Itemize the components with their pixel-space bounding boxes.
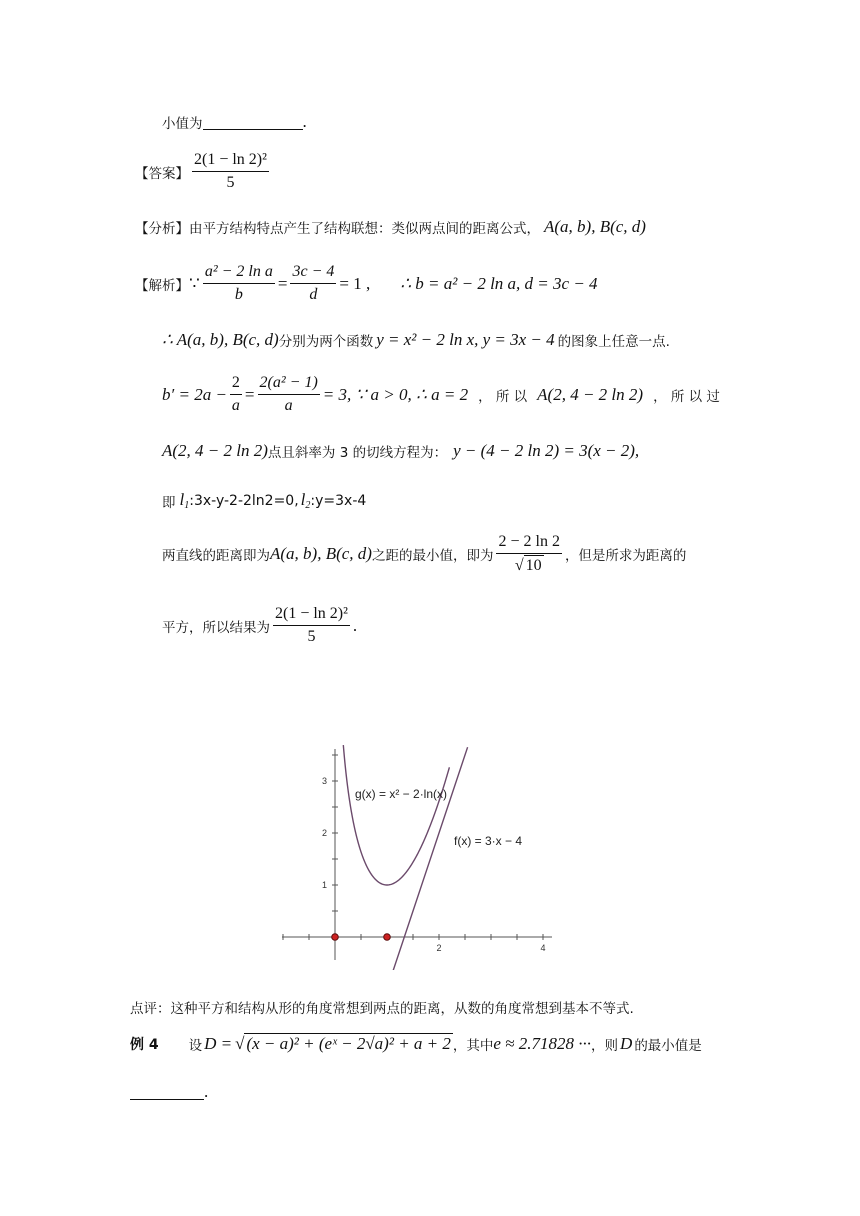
derivative-line: b′ = 2a − $\frac{2}{a}$ = $\frac{\text{2(a² − 1)}}{a}$ = 3, ∵ a > 0, ∴ a = 2 ， 所 以 A(2, 4 − 2 ln 2) ， 所 以 过 (162, 374, 720, 414)
answer-blank (203, 115, 303, 130)
l1-letter: l (179, 490, 185, 509)
dist-num: 2 − 2 ln 2 (496, 532, 561, 554)
point-a-coords: A(2, 4 − 2 ln 2) (537, 384, 644, 404)
analysis-line (135, 217, 646, 237)
derivative-lhs: b′ = 2a − (162, 384, 227, 404)
line-equations (162, 490, 366, 511)
dist-text-1: 两直线的距离即为 (162, 548, 270, 564)
function-graph (280, 745, 565, 970)
deriv-f1-den: a (231, 397, 240, 414)
highlight-point (332, 934, 339, 941)
example-4-line (130, 1033, 702, 1054)
fraction-1 (203, 262, 275, 305)
fraction-2-num: 3c − 4 (290, 262, 336, 284)
l1-equation: :3x-y-2-2ln2=0, (189, 492, 299, 509)
d-var: D (620, 1033, 633, 1053)
result-den: 5 (307, 628, 316, 645)
axis-ticks (283, 755, 546, 953)
fraction-2 (290, 262, 336, 305)
solution-line-1: 【解析】 ∵ $\frac{\text{a² − 2 ln a}}{b}$ = $\frac{3c - 4}{d}$ = 1 , ∴ b = a² − 2 ln a, d = 3c − 4 (135, 263, 598, 303)
l2-equation: :y=3x-4 (310, 492, 367, 509)
comment-text: 点评：这种平方和结构从形的角度常想到两点的距离，从数的角度常想到基本不等式. (130, 1001, 634, 1017)
min-value-text: 小值为 (162, 116, 203, 132)
dist-points: A(a, b), B(c, d) (270, 544, 372, 563)
period: . (302, 112, 307, 131)
answer-label: 【答案】 (135, 165, 189, 182)
result-text: 平方，所以结果为 (162, 619, 270, 636)
y-tick-label: 2 (321, 828, 327, 838)
so-text-1: ， 所 以 (478, 388, 528, 405)
so-text-2: ， 所 以 过 (653, 388, 720, 405)
therefore-relation: ∴ b = a² − 2 ln a, d = 3c − 4 (400, 273, 598, 293)
distance-line (162, 532, 686, 576)
radicand: (x − a)² + (eˣ − 2√a)² + a + 2 (246, 1034, 451, 1053)
derivative-frac-2 (258, 373, 320, 416)
answer-fraction (192, 150, 269, 193)
distance-fraction (496, 532, 561, 576)
y-tick-label: 1 (321, 880, 327, 890)
curve-g (343, 745, 449, 885)
x-tick-label: 2 (436, 943, 442, 953)
example-4-radical: √ (x − a)² + (eˣ − 2√a)² + a + 2 (235, 1034, 451, 1053)
l2-sub: 2 (305, 500, 311, 511)
deriv-f2-num: 2(a² − 1) (258, 373, 320, 395)
l2-symbol (301, 490, 311, 511)
solution-label: 【解析】 (135, 277, 189, 294)
l1-symbol (180, 490, 190, 511)
l2-letter: l (300, 490, 306, 509)
e-approx: e ≈ 2.71828 ··· (493, 1033, 592, 1053)
result-num: 2(1 − ln 2)² (273, 604, 350, 626)
equals-one: = 1 , (339, 273, 371, 293)
deriv-f2-den: a (284, 397, 293, 414)
tangent-line (162, 441, 639, 461)
deriv-f1-num: 2 (230, 373, 242, 395)
dist-den: √ 10 (514, 557, 542, 574)
derivative-rhs: = 3, ∵ a > 0, ∴ a = 2 (322, 384, 469, 404)
example-4-tail2: 的最小值是 (634, 1037, 702, 1054)
analysis-points: A(a, b), B(c, d) (544, 217, 646, 236)
example-4-intro: 设 (188, 1037, 203, 1054)
derivative-frac-1 (230, 373, 242, 416)
answer-line (135, 150, 272, 193)
example-4-blank (130, 1085, 204, 1100)
fraction-1-den: b (234, 286, 243, 303)
dist-text-3: ，但是所求为距离的 (564, 548, 687, 564)
answer-numerator: 2(1 − ln 2)² (192, 150, 269, 172)
l1-sub: 1 (184, 500, 190, 511)
highlight-point (384, 934, 391, 941)
solution-line-2 (162, 330, 670, 350)
answer-denominator: 5 (226, 174, 235, 191)
example-4-tail: ，则 (591, 1037, 619, 1054)
d-equals: D = (204, 1033, 233, 1053)
analysis-label: 【分析】 (135, 221, 189, 237)
tangent-point: A(2, 4 − 2 ln 2) (162, 441, 268, 460)
tangent-text: 点且斜率为 3 的切线方程为： (267, 445, 448, 461)
example-4-label: 例 4 (130, 1036, 159, 1053)
example-4-mid: ，其中 (452, 1037, 494, 1054)
tangent-equation: y − (4 − 2 ln 2) = 3(x − 2), (453, 441, 640, 460)
min-value-line (162, 112, 307, 132)
result-line (162, 604, 357, 647)
y-tick-label: 3 (321, 776, 327, 786)
fraction-1-num: a² − 2 ln a (203, 262, 275, 284)
analysis-text: 由平方结构特点产生了结构联想：类似两点间的距离公式， (189, 221, 540, 237)
result-end: . (352, 615, 358, 635)
example-4-end: . (204, 1082, 209, 1101)
comment-line (130, 997, 634, 1017)
line2-post: 的图象上任意一点. (557, 334, 670, 350)
example-4-blank-line (130, 1082, 208, 1102)
f-label: f(x) = 3·x − 4 (454, 834, 523, 848)
x-tick-label: 4 (540, 943, 546, 953)
fraction-2-den: d (309, 286, 318, 303)
line2-text: 分别为两个函数 (278, 334, 374, 350)
g-label: g(x) = x² − 2·ln(x) (355, 787, 448, 801)
result-fraction (273, 604, 350, 647)
dist-den-radicand: 10 (525, 557, 542, 574)
because-symbol: ∵ (189, 273, 200, 293)
lines-prefix: 即 (162, 494, 176, 511)
points-ab-cd: ∴ A(a, b), B(c, d) (162, 330, 279, 349)
dist-text-2: 之距的最小值，即为 (371, 548, 494, 564)
function-pair: y = x² − 2 ln x, y = 3x − 4 (376, 330, 555, 349)
